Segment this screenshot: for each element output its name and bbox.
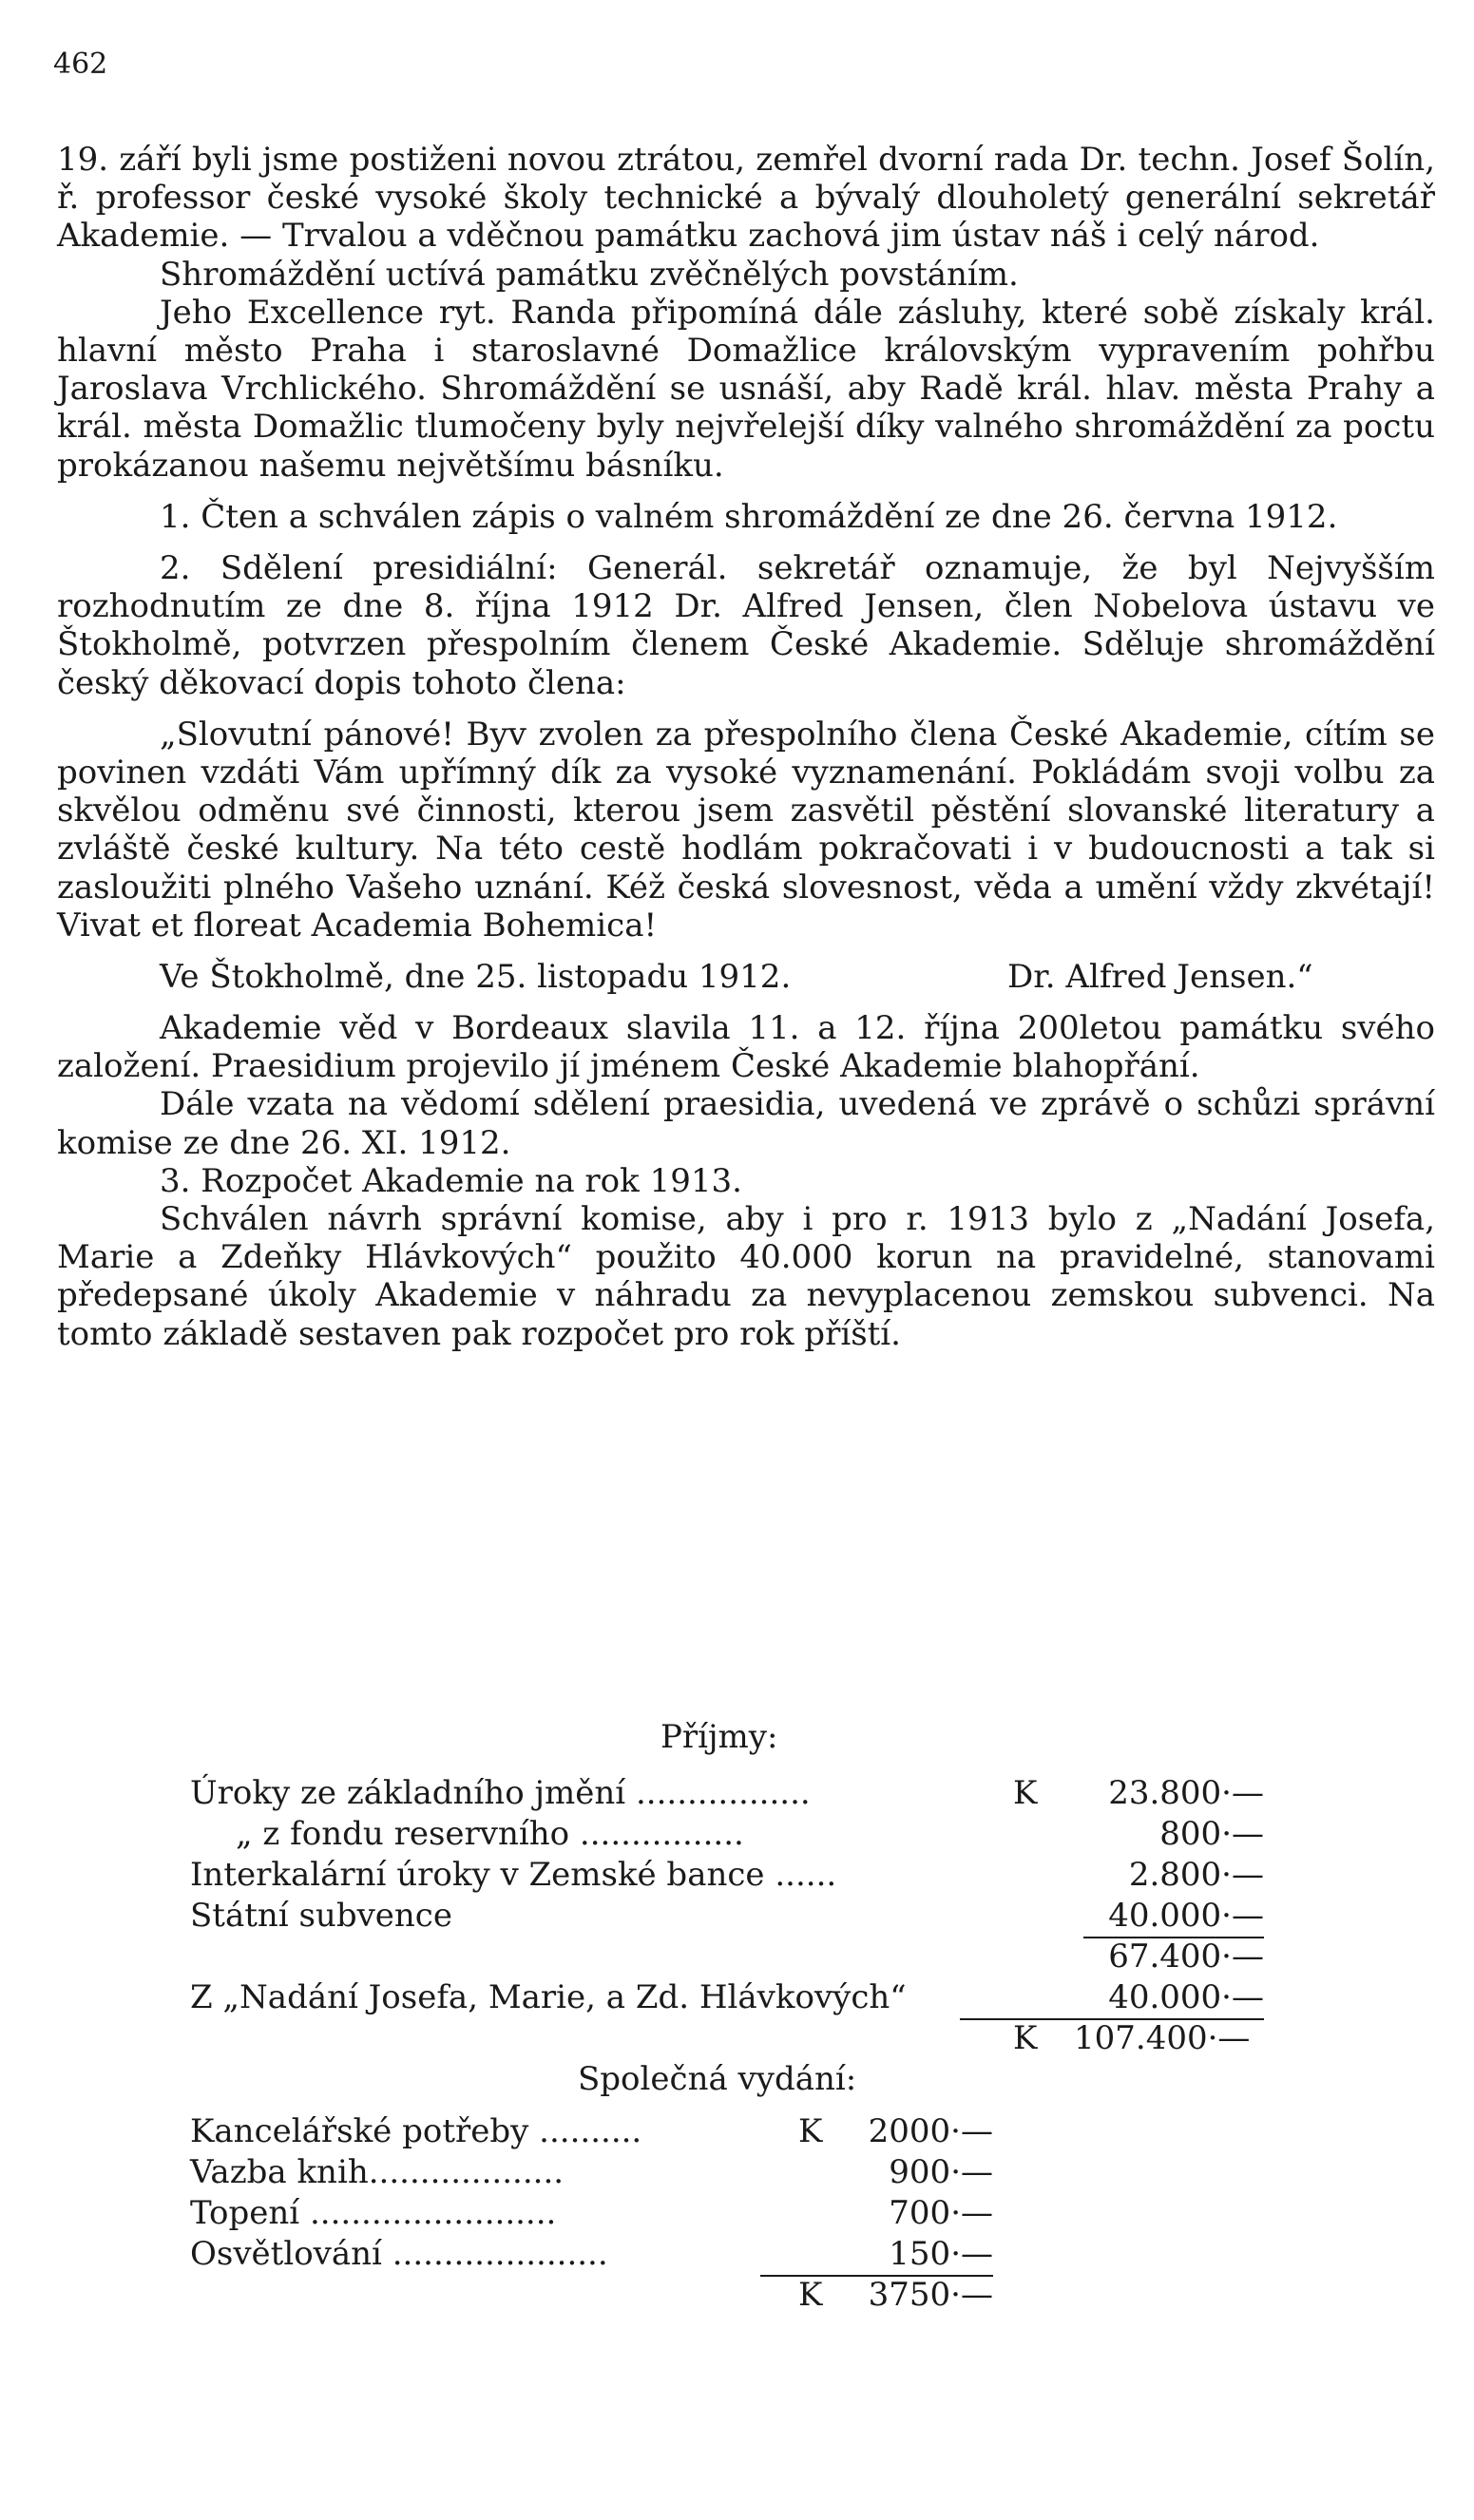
signature-place-date: Ve Štokholmě, dne 25. listopadu 1912. <box>160 958 792 997</box>
paragraph-praesidium: Dále vzata na vědomí sdělení praesidia, uvedená ve zprávě o schůzi správní komise ze dne 26. XI. 1912. <box>57 1085 1435 1162</box>
body-text <box>57 141 1435 1353</box>
paragraph-solin: 19. září byli jsme postiženi novou ztrátou, zemřel dvorní rada Dr. techn. Josef Šolín, ř. professor české vysoké školy technické a bývalý dlouholetý generální sekretář Akademie. — Trvalou a vděčnou památku zachová jim ústav náš i celý národ. <box>57 141 1435 256</box>
expense-row: Osvětlování ..................... 150·— <box>190 2235 993 2273</box>
expense-row: Topení ........................ 700·— <box>190 2194 993 2232</box>
income-row: „ z fondu reservního ................ 800·— <box>236 1815 1264 1853</box>
income-row: Interkalární úroky v Zemské bance ...... 2.800·— <box>190 1856 1264 1894</box>
income-row: Úroky ze základního jmění ................. K 23.800·— <box>190 1774 1264 1812</box>
paragraph-bordeaux: Akademie věd v Bordeaux slavila 11. a 12. října 200letou památku svého založení. Praesidium projevilo jí jménem České Akademie blahopřání. <box>57 1009 1435 1086</box>
expenses-heading: Společná vydání: <box>578 2060 857 2098</box>
expense-row: Kancelářské potřeby .......... K 2000·— <box>190 2112 993 2150</box>
expense-total-row: K 3750·— <box>798 2276 993 2314</box>
item-1: 1. Čten a schválen zápis o valném shromáždění ze dne 26. června 1912. <box>160 497 1338 536</box>
income-subtotal-row: 67.400·— <box>1108 1938 1264 1976</box>
letter-text: „Slovutní pánové! Byv zvolen za přespolního člena České Akademie, cítím se povinen vzdáti Vám upřímný dík za vysoké vyznamenání. Pokládám svoji volbu za skvělou odměnu své činnosti, kterou jsem zasvětil pěstění slovanské literatury a zvláště české kultury. Na této cestě hodlám pokračovati i v budoucnosti a tak si zasloužiti plného Vašeho uznání. Kéž česká slovesnost, věda a umění vždy zkvétají! Vivat et floreat Academia Bohemica! <box>57 715 1435 945</box>
income-total-row: K 107.400·— <box>1013 2019 1251 2057</box>
paragraph-budget: Schválen návrh správní komise, aby i pro r. 1913 bylo z „Nadání Josefa, Marie a Zdeňky Hlávkových“ použito 40.000 korun na pravidelné, stanovami předepsané úkoly Akademie v náhradu za nevyplacenou zemskou subvenci. Na tomto základě sestaven pak rozpočet pro rok příští. <box>57 1200 1435 1353</box>
expenses-table <box>190 2085 993 2316</box>
paragraph-silence: Shromáždění uctívá památku zvěčnělých povstáním. <box>160 255 1019 294</box>
expense-row: Vazba knih................... 900·— <box>190 2153 993 2191</box>
income-table <box>190 1773 1264 2059</box>
paragraph-randa: Jeho Excellence ryt. Randa připomíná dále zásluhy, které sobě získaly král. hlavní město Praha i staroslavné Domažlice královským vypravením pohřbu Jaroslava Vrchlického. Shromáždění se usnáší, aby Radě král. hlav. města Prahy a král. města Domažlic tlumočeny byly nejvřelejší díky valného shromáždění za poctu prokázanou našemu největšímu básníku. <box>57 293 1435 485</box>
income-row: Státní subvence 40.000·— <box>190 1897 1264 1935</box>
income-nadani-row: Z „Nadání Josefa, Marie, a Zd. Hlávkových“ 40.000·— <box>190 1978 1264 2016</box>
signature-name: Dr. Alfred Jensen.“ <box>1007 958 1313 997</box>
page-number: 462 <box>53 48 108 81</box>
item-3: 3. Rozpočet Akademie na rok 1913. <box>160 1161 742 1200</box>
income-heading: Příjmy: <box>660 1718 778 1756</box>
item-2: 2. Sdělení presidiální: Generál. sekretář oznamuje, že byl Nejvyšším rozhodnutím ze dne 8. října 1912 Dr. Alfred Jensen, člen Nobelova ústavu ve Štokholmě, potvrzen přespolním členem České Akademie. Sděluje shromáždění český děkovací dopis tohoto člena: <box>57 549 1435 702</box>
letter-signature <box>57 958 1435 996</box>
